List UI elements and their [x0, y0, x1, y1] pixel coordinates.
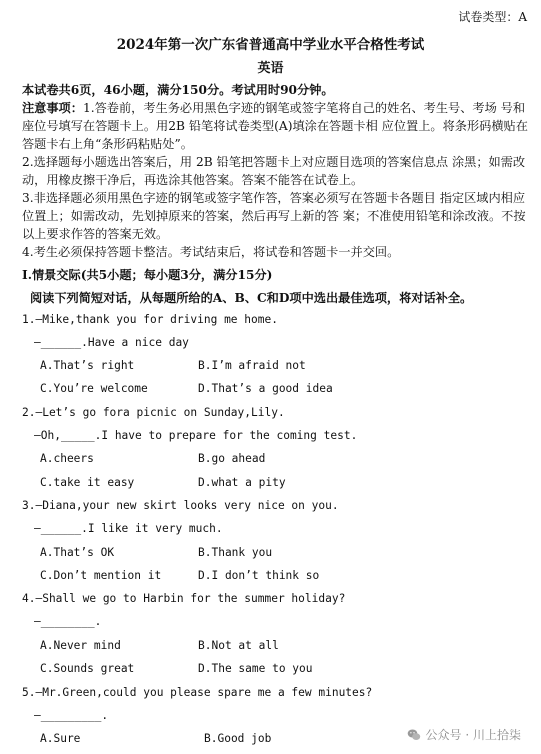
option-c: C.You’re welcome [40, 382, 148, 395]
question-prompt: 5.—Mr.Green,could you please spare me a few minutes? [22, 686, 373, 699]
option-a: A.Sure [40, 732, 81, 745]
question-reply: —______.I like it very much. [34, 522, 223, 535]
option-b: B.I’m afraid not [198, 359, 306, 372]
instruction-line: 2.选择题每小题选出答案后，用 2B 铅笔把答题卡上对应题目选项的答案信息点 涂黑；如需改 [22, 155, 526, 169]
option-d: D.what a pity [198, 476, 286, 489]
question-prompt: 4.—Shall we go to Harbin for the summer holiday? [22, 592, 346, 605]
instruction-line: 4.考生必须保持答题卡整洁。考试结束后，将试卷和答题卡一并交回。 [22, 245, 400, 259]
wechat-icon [407, 728, 421, 742]
question-prompt: 1.—Mike,thank you for driving me home. [22, 313, 278, 326]
option-d: D.I don’t think so [198, 569, 320, 582]
option-a: A.Never mind [40, 639, 121, 652]
section-directions: 阅读下列简短对话，从每题所给的A、B、C和D项中选出最佳选项，将对话补全。 [30, 291, 473, 305]
option-d: D.That’s a good idea [198, 382, 333, 395]
option-a: A.That’s OK [40, 546, 115, 559]
question-prompt: 2.—Let’s go fora picnic on Sunday,Lily. [22, 406, 285, 419]
exam-summary: 本试卷共6页，46小题，满分150分。考试用时90分钟。 [22, 83, 334, 97]
option-b: B.Not at all [198, 639, 279, 652]
subject-title: 英语 [257, 61, 284, 76]
instruction-line: 3.非选择题必须用黑色字迹的钢笔或签字笔作答，答案必须写在答题卡各题目 指定区域内相应 [22, 191, 526, 205]
instruction-line [22, 99, 525, 116]
instruction-text: 1.答卷前，考生务必用黑色字迹的钢笔或签字笔将自己的姓名、考生号、考场 号和 [82, 101, 526, 115]
option-b: B.Good job [204, 732, 272, 745]
instruction-line: 以上要求作答的答案无效。 [22, 227, 169, 241]
option-c: C.Don’t mention it [40, 569, 162, 582]
option-a: A.That’s right [40, 359, 135, 372]
option-c: C.Sounds great [40, 662, 135, 675]
instruction-line: 动，用橡皮擦干净后，再选涂其他答案。答案不能答在试卷上。 [22, 173, 364, 187]
question-prompt: 3.—Diana,your new skirt looks very nice on you. [22, 499, 339, 512]
question-reply: —_________. [34, 709, 109, 722]
option-d: D.The same to you [198, 662, 313, 675]
watermark-text: 公众号 · 川上拾柒 [425, 728, 521, 742]
section-title: I.情景交际(共5小题；每小题3分，满分15分) [22, 268, 273, 282]
option-c: C.take it easy [40, 476, 135, 489]
instruction-line: 位置上；如需改动，先划掉原来的答案，然后再写上新的答 案；不准使用铅笔和涂改液。不按 [22, 209, 526, 223]
question-reply: —______.Have a nice day [34, 336, 189, 349]
question-reply: —________. [34, 615, 102, 628]
question-reply: —Oh,_____.I have to prepare for the coming test. [34, 429, 358, 442]
exam-title: 2024年第一次广东省普通高中学业水平合格性考试 [116, 37, 425, 53]
exam-type-label: 试卷类型：A [458, 10, 527, 24]
instruction-line: 答题卡右上角“条形码粘贴处”。 [22, 137, 193, 151]
option-b: B.Thank you [198, 546, 273, 559]
option-a: A.cheers [40, 452, 94, 465]
option-b: B.go ahead [198, 452, 266, 465]
instruction-line: 座位号填写在答题卡上。用2B 铅笔将试卷类型(A)填涂在答题卡相 应位置上。将条形码横贴在 [22, 119, 528, 133]
watermark [407, 726, 521, 743]
notes-label: 注意事项： [22, 101, 83, 115]
